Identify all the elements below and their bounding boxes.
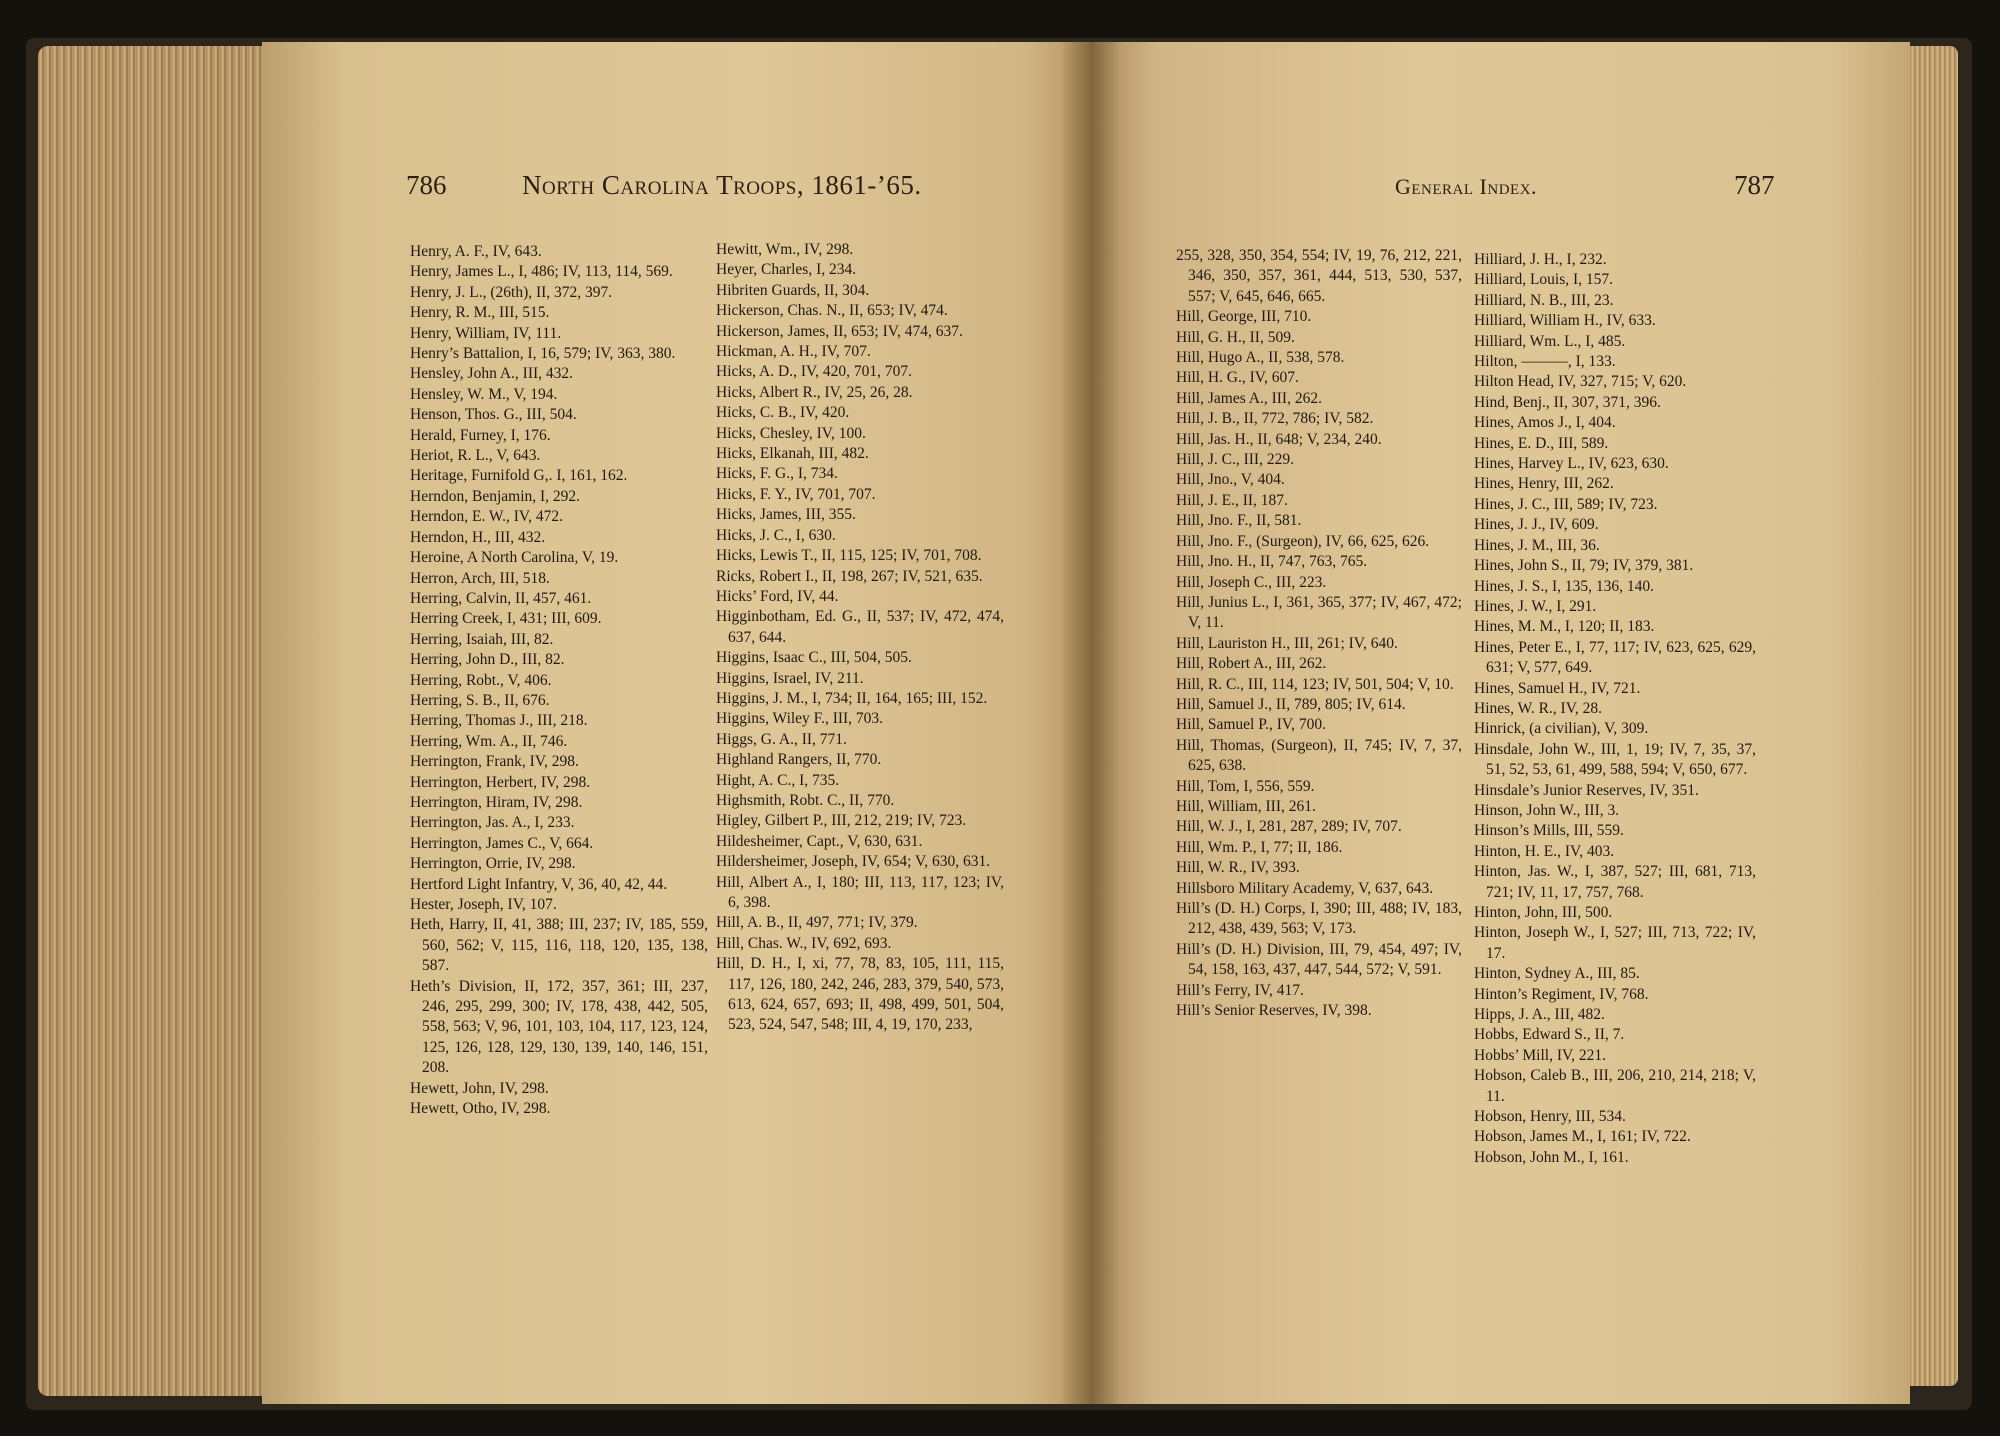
book-gutter (1060, 42, 1120, 1404)
index-entry: Higgs, G. A., II, 771. (716, 730, 847, 748)
index-entry: Hobson, John M., I, 161. (1474, 1148, 1629, 1166)
index-entry: Hilton Head, IV, 327, 715; V, 620. (1474, 373, 1687, 391)
index-entry: Hines, J. S., I, 135, 136, 140. (1474, 577, 1654, 595)
index-entry: Herrington, Hiram, IV, 298. (410, 793, 583, 811)
index-entry: Hill, H. G., IV, 607. (1176, 369, 1299, 387)
index-entry: Higgins, Israel, IV, 211. (716, 669, 864, 687)
index-entry: Hildersheimer, Joseph, IV, 654; V, 630, 631. (716, 853, 991, 871)
index-entry: Hill, W. R., IV, 393. (1176, 859, 1300, 877)
index-entry: Hines, Harvey L., IV, 623, 630. (1474, 455, 1669, 473)
index-entry: Hewett, John, IV, 298. (410, 1079, 549, 1097)
index-entry: Hill, Jno. F., (Surgeon), IV, 66, 625, 626. (1176, 532, 1430, 550)
index-entry: Herring, John D., III, 82. (410, 651, 565, 669)
index-entry: Hicks, F. Y., IV, 701, 707. (716, 485, 876, 503)
left-index-column-1 (410, 242, 708, 1119)
index-entry: Hill, W. J., I, 281, 287, 289; IV, 707. (1176, 818, 1402, 836)
index-entry: Hicks, Albert R., IV, 25, 26, 28. (716, 383, 913, 401)
index-entry: Hill, A. B., II, 497, 771; IV, 379. (716, 914, 918, 932)
index-entry: Henry, A. F., IV, 643. (410, 243, 542, 260)
index-entry: Hinton’s Regiment, IV, 768. (1474, 985, 1649, 1003)
index-entry: Heriot, R. L., V, 643. (410, 447, 541, 465)
index-entry: Heroine, A North Carolina, V, 19. (410, 549, 619, 567)
index-entry: Hibriten Guards, II, 304. (716, 281, 870, 299)
index-entry: Herndon, E. W., IV, 472. (410, 508, 563, 526)
index-entry: Hill’s Senior Reserves, IV, 398. (1176, 1002, 1372, 1020)
index-entry: Hines, J. C., III, 589; IV, 723. (1474, 495, 1658, 513)
index-entry: Hicks, Elkanah, III, 482. (716, 445, 869, 463)
index-entry: Hilliard, N. B., III, 23. (1474, 291, 1614, 309)
index-entry: Hind, Benj., II, 307, 371, 396. (1474, 393, 1661, 411)
index-entry: Hines, Amos J., I, 404. (1474, 414, 1616, 432)
index-entry: Hobson, James M., I, 161; IV, 722. (1474, 1128, 1691, 1146)
index-entry: Heth’s Division, II, 172, 357, 361; III, 237, 246, 295, 299, 300; IV, 178, 438, 442, 505, 558, 563; V, 96, 101, 103, 104, 117, 123, 124, 125, 126, 128, 129, 130, 139, 140, 146, 151, 208. (410, 977, 708, 1077)
index-entry: Hill, Thomas, (Surgeon), II, 745; IV, 7, 37, 625, 638. (1176, 736, 1462, 775)
index-entry: Herrington, James C., V, 664. (410, 834, 594, 852)
index-entry: Hill, Tom, I, 556, 559. (1176, 777, 1315, 795)
index-entry: Hill, J. B., II, 772, 786; IV, 582. (1176, 410, 1374, 428)
index-entry: Hicks, J. C., I, 630. (716, 526, 836, 544)
index-entry: Hill’s (D. H.) Division, III, 79, 454, 497; IV, 54, 158, 163, 437, 447, 544, 572; V, 591. (1176, 940, 1462, 979)
index-entry: Hensley, John A., III, 432. (410, 365, 574, 383)
index-entry: Hill, William, III, 261. (1176, 797, 1316, 815)
index-entry: Hobbs, Edward S., II, 7. (1474, 1026, 1625, 1044)
index-entry: Hilliard, Louis, I, 157. (1474, 271, 1614, 289)
index-entry: Hinsdale, John W., III, 1, 19; IV, 7, 35, 37, 51, 52, 53, 61, 499, 588, 594; V, 650, 677. (1474, 740, 1756, 779)
index-entry: Hobbs’ Mill, IV, 221. (1474, 1046, 1607, 1064)
index-entry: Heritage, Furnifold G,. I, 161, 162. (410, 467, 628, 485)
index-entry: Hill, Hugo A., II, 538, 578. (1176, 349, 1345, 367)
index-entry: Hicks, F. G., I, 734. (716, 465, 838, 483)
index-entry: Hinton, Sydney A., III, 85. (1474, 965, 1640, 983)
index-entry: Herring, Robt., V, 406. (410, 671, 552, 689)
page-edges-right (1910, 46, 1958, 1386)
index-entry: Hinsdale’s Junior Reserves, IV, 351. (1474, 781, 1699, 799)
index-entry: Herrington, Herbert, IV, 298. (410, 773, 591, 791)
index-entry: Hines, John S., II, 79; IV, 379, 381. (1474, 557, 1694, 575)
index-entry: Hill, Jno. H., II, 747, 763, 765. (1176, 553, 1368, 571)
index-entry: Higgins, Isaac C., III, 504, 505. (716, 649, 912, 667)
index-entry: Hight, A. C., I, 735. (716, 771, 840, 789)
index-entry: Hill, Wm. P., I, 77; II, 186. (1176, 838, 1343, 856)
index-entry: Hines, M. M., I, 120; II, 183. (1474, 618, 1655, 636)
index-entry: Heth, Harry, II, 41, 388; III, 237; IV, 185, 559, 560, 562; V, 115, 116, 118, 120, 135, 138, 587. (410, 916, 708, 975)
index-entry: Hill, Chas. W., IV, 692, 693. (716, 934, 892, 952)
index-entry: Herring, Isaiah, III, 82. (410, 630, 554, 648)
index-entry: Henson, Thos. G., III, 504. (410, 406, 577, 424)
index-entry: Hines, J. J., IV, 609. (1474, 516, 1599, 534)
index-entry: Hilliard, Wm. L., I, 485. (1474, 332, 1626, 350)
index-entry: Hobson, Henry, III, 534. (1474, 1108, 1626, 1126)
index-entry: Hill, G. H., II, 509. (1176, 328, 1295, 346)
index-entry: Higgins, J. M., I, 734; II, 164, 165; III, 152. (716, 689, 988, 707)
index-entry: Hinson, John W., III, 3. (1474, 801, 1620, 819)
index-entry: Hicks, Chesley, IV, 100. (716, 424, 866, 442)
index-entry: Hinton, Jas. W., I, 387, 527; III, 681, 713, 721; IV, 11, 17, 757, 768. (1474, 863, 1756, 901)
index-entry: Hinson’s Mills, III, 559. (1474, 822, 1624, 840)
index-entry: Hill, Jas. H., II, 648; V, 234, 240. (1176, 430, 1382, 448)
index-entry: Herald, Furney, I, 176. (410, 426, 551, 444)
index-entry: Hill, Albert A., I, 180; III, 113, 117, 123; IV, 6, 398. (716, 873, 1004, 911)
index-entry: Hewitt, Wm., IV, 298. (716, 241, 854, 258)
index-entry: Hobson, Caleb B., III, 206, 210, 214, 218; V, 11. (1474, 1067, 1756, 1105)
index-entry: Herring, Wm. A., II, 746. (410, 732, 568, 750)
index-entry: Higley, Gilbert P., III, 212, 219; IV, 723. (716, 812, 967, 830)
index-entry: Hertford Light Infantry, V, 36, 40, 42, 44. (410, 875, 668, 893)
index-entry: Higginbotham, Ed. G., II, 537; IV, 472, 474, 637, 644. (716, 608, 1004, 646)
index-entry: Hicks, A. D., IV, 420, 701, 707. (716, 363, 913, 381)
index-entry: Hill, Junius L., I, 361, 365, 377; IV, 467, 472; V, 11. (1176, 593, 1462, 632)
index-entry: Hester, Joseph, IV, 107. (410, 896, 557, 913)
left-index-column-2 (716, 240, 1004, 1036)
index-entry: Hill, J. C., III, 229. (1176, 451, 1294, 469)
index-entry: Hill, Samuel P., IV, 700. (1176, 716, 1326, 734)
index-entry: Hill’s (D. H.) Corps, I, 390; III, 488; IV, 183, 212, 438, 439, 563; V, 173. (1176, 900, 1462, 938)
index-entry: Hill, Samuel J., II, 789, 805; IV, 614. (1176, 695, 1406, 713)
index-entry: 255, 328, 350, 354, 554; IV, 19, 76, 212, 221, 346, 350, 357, 361, 444, 513, 530, 537, 557; V, 645, 646, 665. (1176, 247, 1462, 305)
left-running-title: North Carolina Troops, 1861-’65. (522, 170, 922, 200)
index-entry: Ricks, Robert I., II, 198, 267; IV, 521, 635. (716, 567, 983, 585)
index-entry: Hildesheimer, Capt., V, 630, 631. (716, 832, 923, 850)
index-entry: Herring, S. B., II, 676. (410, 691, 550, 709)
right-index-column-2 (1474, 250, 1756, 1168)
index-entry: Hill, George, III, 710. (1176, 308, 1312, 326)
index-entry: Herring Creek, I, 431; III, 609. (410, 610, 602, 628)
index-entry: Hines, J. M., III, 36. (1474, 536, 1600, 554)
index-entry: Hines, Peter E., I, 77, 117; IV, 623, 625, 629, 631; V, 577, 649. (1474, 638, 1756, 677)
index-entry: Hinton, Joseph W., I, 527; III, 713, 722; IV, 17. (1474, 924, 1756, 962)
index-entry: Hill, D. H., I, xi, 77, 78, 83, 105, 111, 115, 117, 126, 180, 242, 246, 283, 379, 540, 573, 613, 624, 657, 693; II, 498, 499, 501, 504, 523, 524, 547, 548; III, 4, 19, 170, 233, (716, 955, 1004, 1034)
index-entry: Hensley, W. M., V, 194. (410, 385, 558, 403)
index-entry: Hines, E. D., III, 589. (1474, 434, 1609, 452)
index-entry: Hilliard, William H., IV, 633. (1474, 312, 1656, 330)
index-entry: Hinton, John, III, 500. (1474, 904, 1613, 921)
index-entry: Hilton, ———, I, 133. (1474, 353, 1616, 371)
index-entry: Hill, J. E., II, 187. (1176, 491, 1288, 509)
index-entry: Highsmith, Robt. C., II, 770. (716, 791, 895, 809)
index-entry: Henry’s Battalion, I, 16, 579; IV, 363, 380. (410, 345, 676, 363)
index-entry: Hewett, Otho, IV, 298. (410, 1100, 551, 1118)
index-entry: Hill, James A., III, 262. (1176, 389, 1322, 407)
index-entry: Henry, James L., I, 486; IV, 113, 114, 569. (410, 263, 673, 281)
index-entry: Hinrick, (a civilian), V, 309. (1474, 720, 1649, 738)
index-entry: Herring, Calvin, II, 457, 461. (410, 589, 592, 607)
index-entry: Heyer, Charles, I, 234. (716, 261, 857, 279)
index-entry: Hilliard, J. H., I, 232. (1474, 251, 1607, 268)
index-entry: Highland Rangers, II, 770. (716, 751, 882, 769)
index-entry: Hill, Jno. F., II, 581. (1176, 512, 1302, 530)
left-page-number: 786 (406, 170, 447, 200)
index-entry: Herring, Thomas J., III, 218. (410, 712, 588, 730)
index-entry: Hinton, H. E., IV, 403. (1474, 842, 1615, 860)
index-entry: Herrington, Frank, IV, 298. (410, 753, 579, 771)
page-edges-left (38, 46, 270, 1396)
index-entry: Hines, Henry, III, 262. (1474, 475, 1614, 493)
index-entry: Hines, W. R., IV, 28. (1474, 699, 1603, 717)
index-entry: Hill, Lauriston H., III, 261; IV, 640. (1176, 634, 1398, 652)
index-entry: Higgins, Wiley F., III, 703. (716, 710, 884, 728)
index-entry: Hickerson, James, II, 653; IV, 474, 637. (716, 322, 963, 340)
right-index-column-1 (1176, 246, 1462, 1021)
index-entry: Herrington, Orrie, IV, 298. (410, 855, 576, 873)
right-running-title: General Index. (1395, 174, 1538, 199)
index-entry: Hicks, Lewis T., II, 115, 125; IV, 701, 708. (716, 547, 982, 565)
index-entry: Hicks, James, III, 355. (716, 506, 856, 524)
index-entry: Herrington, Jas. A., I, 233. (410, 814, 575, 832)
index-entry: Hillsboro Military Academy, V, 637, 643. (1176, 879, 1434, 897)
index-entry: Hickman, A. H., IV, 707. (716, 343, 871, 361)
index-entry: Hicks, C. B., IV, 420. (716, 404, 850, 422)
index-entry: Henry, William, IV, 111. (410, 324, 562, 342)
index-entry: Hipps, J. A., III, 482. (1474, 1006, 1605, 1024)
index-entry: Hines, Samuel H., IV, 721. (1474, 679, 1641, 697)
index-entry: Hill, Jno., V, 404. (1176, 471, 1285, 489)
index-entry: Henry, R. M., III, 515. (410, 304, 550, 322)
index-entry: Hines, J. W., I, 291. (1474, 597, 1597, 615)
index-entry: Herndon, Benjamin, I, 292. (410, 487, 581, 505)
index-entry: Hicks’ Ford, IV, 44. (716, 587, 839, 605)
index-entry: Hill, Joseph C., III, 223. (1176, 573, 1327, 591)
right-page-number: 787 (1734, 170, 1775, 200)
index-entry: Hill’s Ferry, IV, 417. (1176, 981, 1304, 999)
index-entry: Hickerson, Chas. N., II, 653; IV, 474. (716, 302, 948, 320)
index-entry: Herndon, H., III, 432. (410, 528, 546, 546)
index-entry: Hill, Robert A., III, 262. (1176, 655, 1327, 673)
index-entry: Herron, Arch, III, 518. (410, 569, 550, 587)
index-entry: Hill, R. C., III, 114, 123; IV, 501, 504; V, 10. (1176, 675, 1454, 693)
index-entry: Henry, J. L., (26th), II, 372, 397. (410, 283, 613, 301)
